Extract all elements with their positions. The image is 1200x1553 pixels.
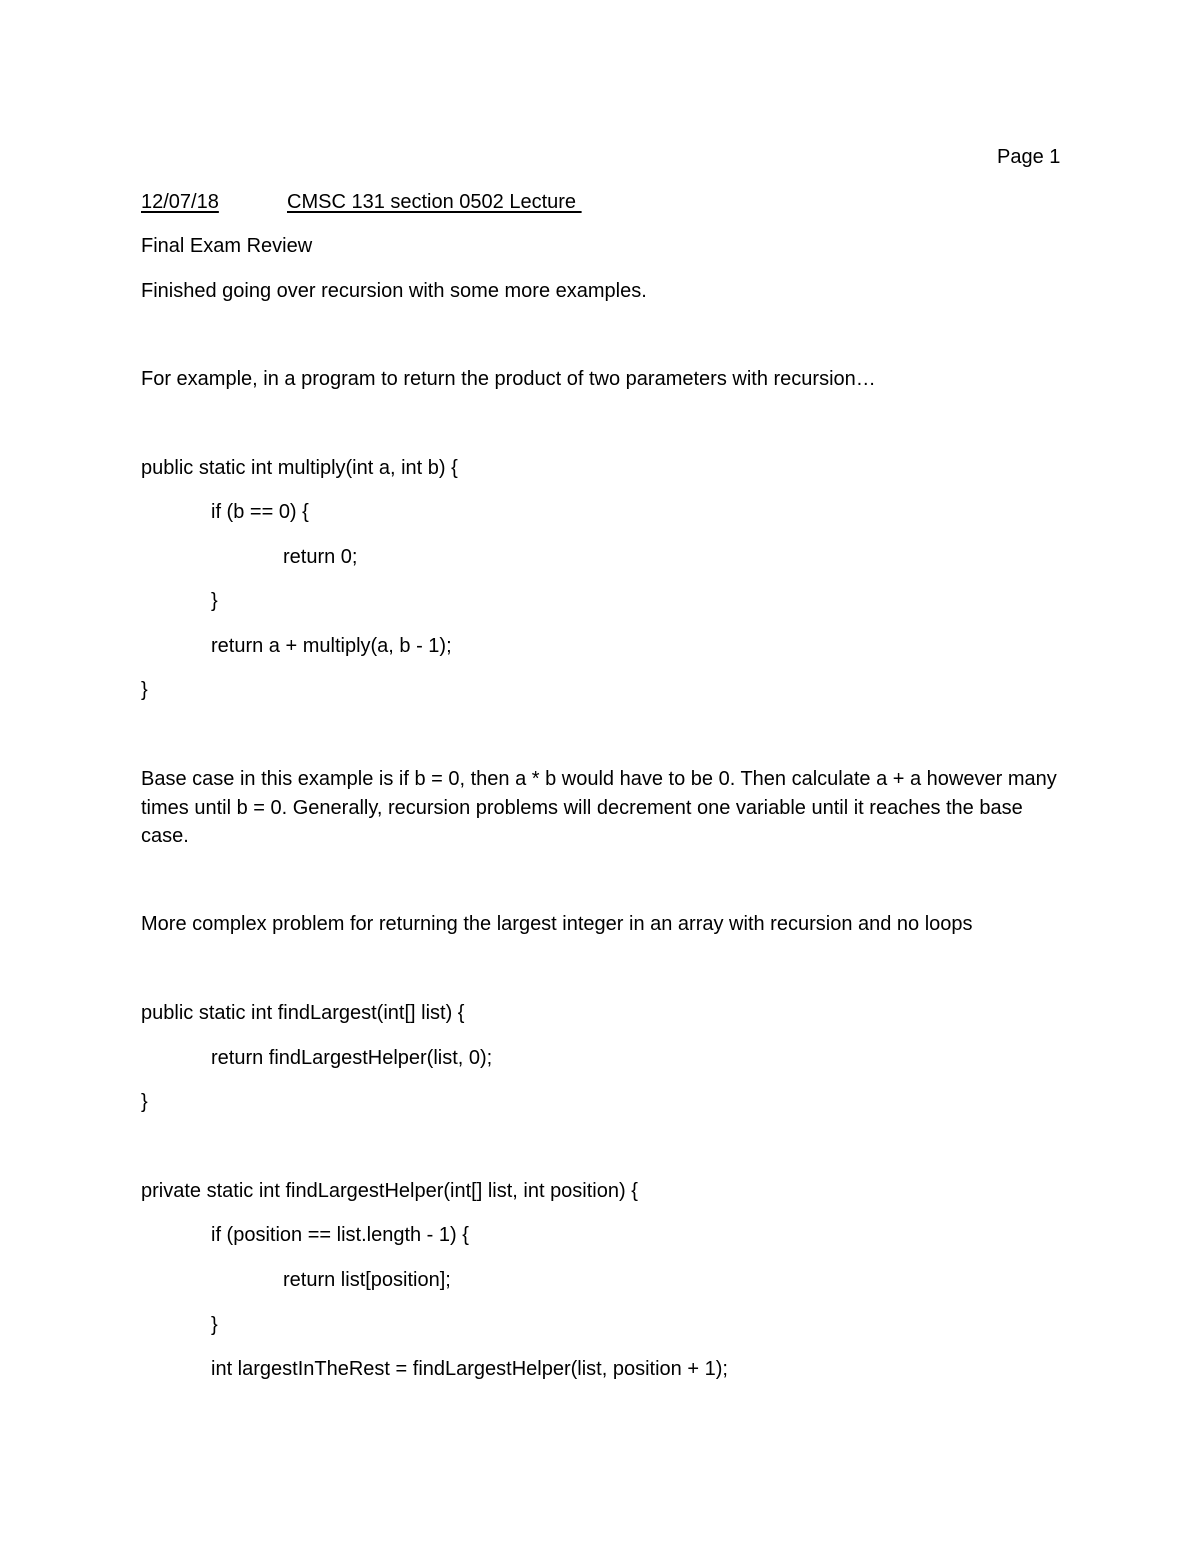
code-line: private static int findLargestHelper(int[] list, int position) { (141, 1180, 638, 1202)
code-line: return findLargestHelper(list, 0); (211, 1047, 493, 1069)
lecture-date: 12/07/18 (141, 191, 219, 213)
code-line: int largestInTheRest = findLargestHelper(list, position + 1); (211, 1358, 728, 1380)
example1-intro: For example, in a program to return the product of two parameters with recursion… (141, 368, 876, 390)
code-line: } (141, 679, 148, 701)
code-line: public static int multiply(int a, int b) { (141, 457, 458, 479)
code-line: if (b == 0) { (211, 501, 309, 523)
code-line: if (position == list.length - 1) { (211, 1224, 469, 1246)
example2-intro: More complex problem for returning the largest integer in an array with recursion and no loops (141, 913, 973, 935)
code-line: return a + multiply(a, b - 1); (211, 635, 452, 657)
intro-text: Finished going over recursion with some more examples. (141, 280, 647, 302)
code-line: return 0; (283, 546, 358, 568)
page-number: Page 1 (997, 146, 1061, 168)
course-title: CMSC 131 section 0502 Lecture (287, 191, 582, 213)
code-line: } (141, 1091, 148, 1113)
explanation-paragraph: Base case in this example is if b = 0, then a * b would have to be 0. Then calculate a + a however many times until b = 0. Generally, recursion problems will decrement one variable until it reaches the base case. (141, 768, 1057, 847)
code-line: } (211, 1314, 218, 1336)
topic-heading: Final Exam Review (141, 235, 313, 257)
code-line: return list[position]; (283, 1269, 451, 1291)
code-line: } (211, 590, 218, 612)
code-line: public static int findLargest(int[] list) { (141, 1002, 465, 1024)
